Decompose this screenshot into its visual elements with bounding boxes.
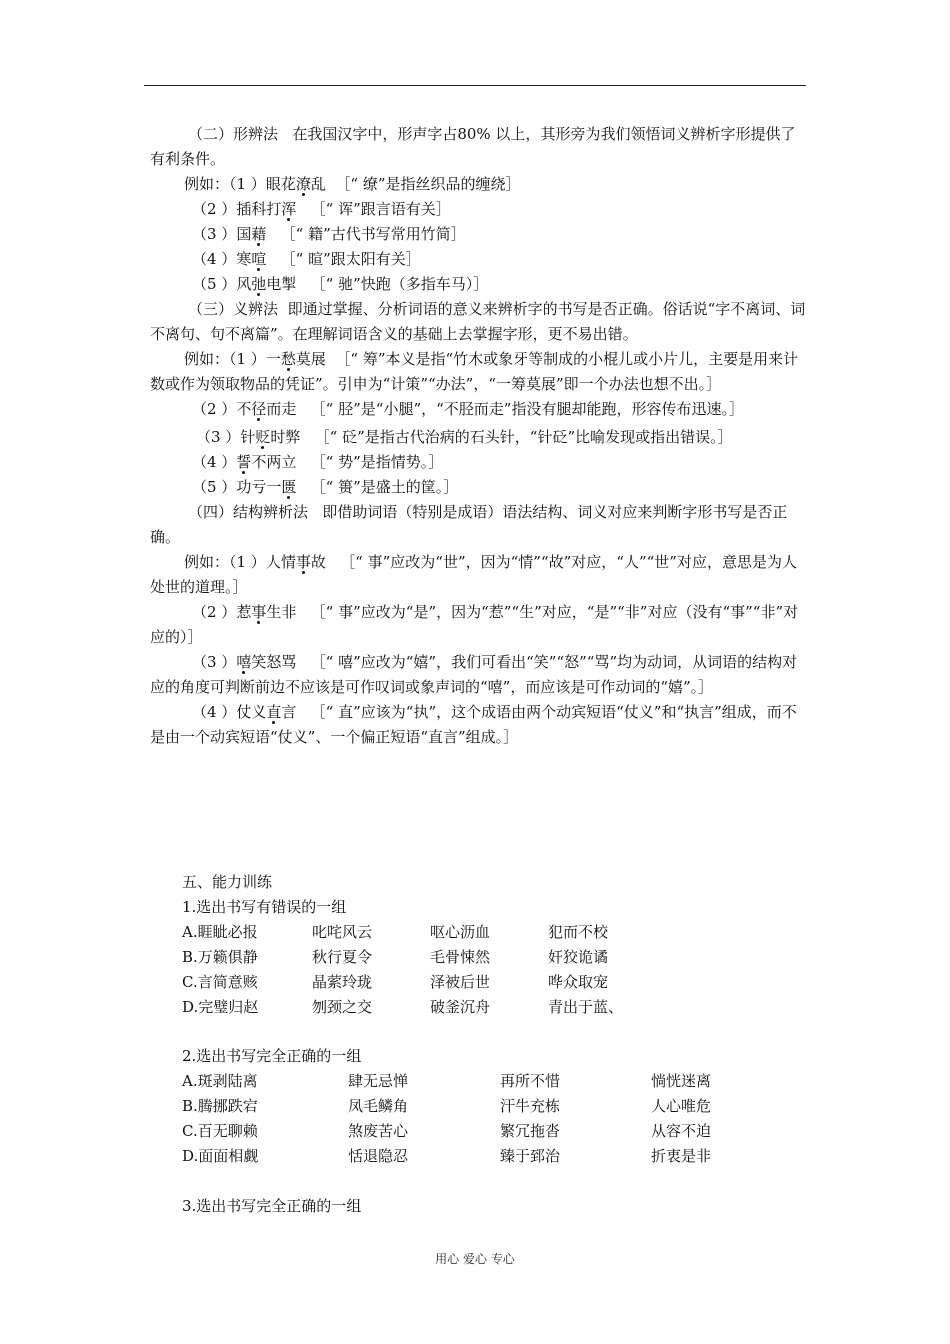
example-line: （5 ）功亏一匮 ［“ 篑”是盛土的筐。］ [192, 478, 459, 496]
example-line: （3 ）针贬时弊 ［“ 砭”是指古代治病的石头针，“针砭”比喻发现或指出错误。］ [196, 428, 733, 446]
example-line: （4 ）仗义直言 ［“ 直”应该为“执”，这个成语由两个动宾短语“仗义”和“执言”组成，而不是由一个动宾短语“仗义”、一个偏正短语“直言”组成。］ [150, 703, 797, 746]
section-2-title: （二）形辨法 [188, 125, 279, 143]
example-line: 例如：（1 ）一愁莫展 ［“ 筹”本义是指“竹木或象牙等制成的小棍儿或小片儿，主要是用来计数或作为领取物品的凭证”。引申为“计策”“办法”，“一筹莫展”即一个办法也想不出。］ [150, 350, 799, 393]
question-2 [182, 1044, 711, 1169]
example-line: 例如：（1 ）人情事故 ［“ 事”应改为“世”，因为“情”“故”对应，“人”“世”对应，意思是为人处世的道理。］ [150, 553, 797, 596]
example-line: （2 ）惹事生非 ［“ 事”应改为“是”，因为“惹”“生”对应，“是”“非”对应（没有“事”“非”对应的）］ [150, 603, 799, 646]
explanation-text [150, 122, 810, 750]
option-c: C.言简意赅 晶萦玲珑 泽被后世 哗众取宠 [182, 973, 609, 991]
option-b: B.腾挪跌宕 凤毛鳞角 汗牛充栋 人心唯危 [182, 1097, 712, 1115]
header-rule [144, 85, 806, 86]
section-4-title: （四）结构辨析法 [188, 503, 309, 521]
option-b: B.万籁俱静 秋行夏令 毛骨悚然 奸狡诡谲 [182, 948, 609, 966]
question-3-stem: 3.选出书写完全正确的一组 [182, 1197, 362, 1215]
example-line: （3 ）国藉 ［“ 籍”古代书写常用竹简］ [192, 225, 466, 243]
section-3-intro [150, 297, 810, 347]
example-line: （3 ）嘻笑怒骂 ［“ 嘻”应改为“嬉”，我们可看出“笑”“怒”“骂”均为动词，从词语的结构对应的角度可判断前边不应该是可作叹词或象声词的“嘻”，而应该是可作动词的“嬉”。］ [150, 653, 798, 696]
section-2-intro [150, 122, 810, 172]
option-a: A.睚眦必报 叱咤风云 呕心沥血 犯而不校 [182, 923, 609, 941]
example-line: （2 ）插科打浑 ［“ 诨”跟言语有关］ [192, 200, 451, 218]
section-5-title: 五、能力训练 [182, 873, 273, 891]
example-line: （2 ）不径而走 ［“ 胫”是“小腿”，“不胫而走”指没有腿却能跑，形容传布迅速。］ [192, 400, 744, 418]
example-line: （4 ）誓不两立 ［“ 势”是指情势。］ [192, 453, 444, 471]
option-c: C.百无聊赖 煞废苦心 繁冗拖沓 从容不迫 [182, 1122, 712, 1140]
question-1 [182, 895, 623, 1020]
question-2-stem: 2.选出书写完全正确的一组 [182, 1047, 362, 1065]
option-d: D.面面相觑 恬退隐忍 臻于郅治 折衷是非 [182, 1147, 712, 1165]
option-d: D.完璧归赵 刎颈之交 破釜沉舟 青出于蓝、 [182, 998, 624, 1016]
option-a: A.斑剥陆离 肆无忌惮 再所不惜 惝恍迷离 [182, 1072, 712, 1090]
question-1-stem: 1.选出书写有错误的一组 [182, 898, 347, 916]
example-line: （4 ）寒喧 ［“ 暄”跟太阳有关］ [192, 250, 421, 268]
section-4-intro-text: 即借助词语（特别是成语）语法结构、词义对应来判断字形书写是否正确。 [150, 503, 788, 546]
section-3-title: （三）义辨法 [188, 300, 279, 318]
example-line: （5 ）风弛电掣 ［“ 驰”快跑（多指车马）］ [192, 275, 489, 293]
example-line: 例如：（1 ）眼花潦乱 ［“ 缭”是指丝织品的缠绕］ [184, 175, 521, 193]
section-2-intro-text: 在我国汉字中，形声字占80% 以上，其形旁为我们领悟词义辨析字形提供了有利条件。 [150, 125, 796, 168]
section-3-intro-text: 即通过掌握、分析词语的意义来辨析字的书写是否正确。俗话说“字不离词、词不离句、句不离篇”。在理解词语含义的基础上去掌握字形，更不易出错。 [150, 300, 806, 343]
page-footer: 用心 爱心 专心 [435, 1252, 515, 1266]
section-4-intro [150, 500, 810, 550]
